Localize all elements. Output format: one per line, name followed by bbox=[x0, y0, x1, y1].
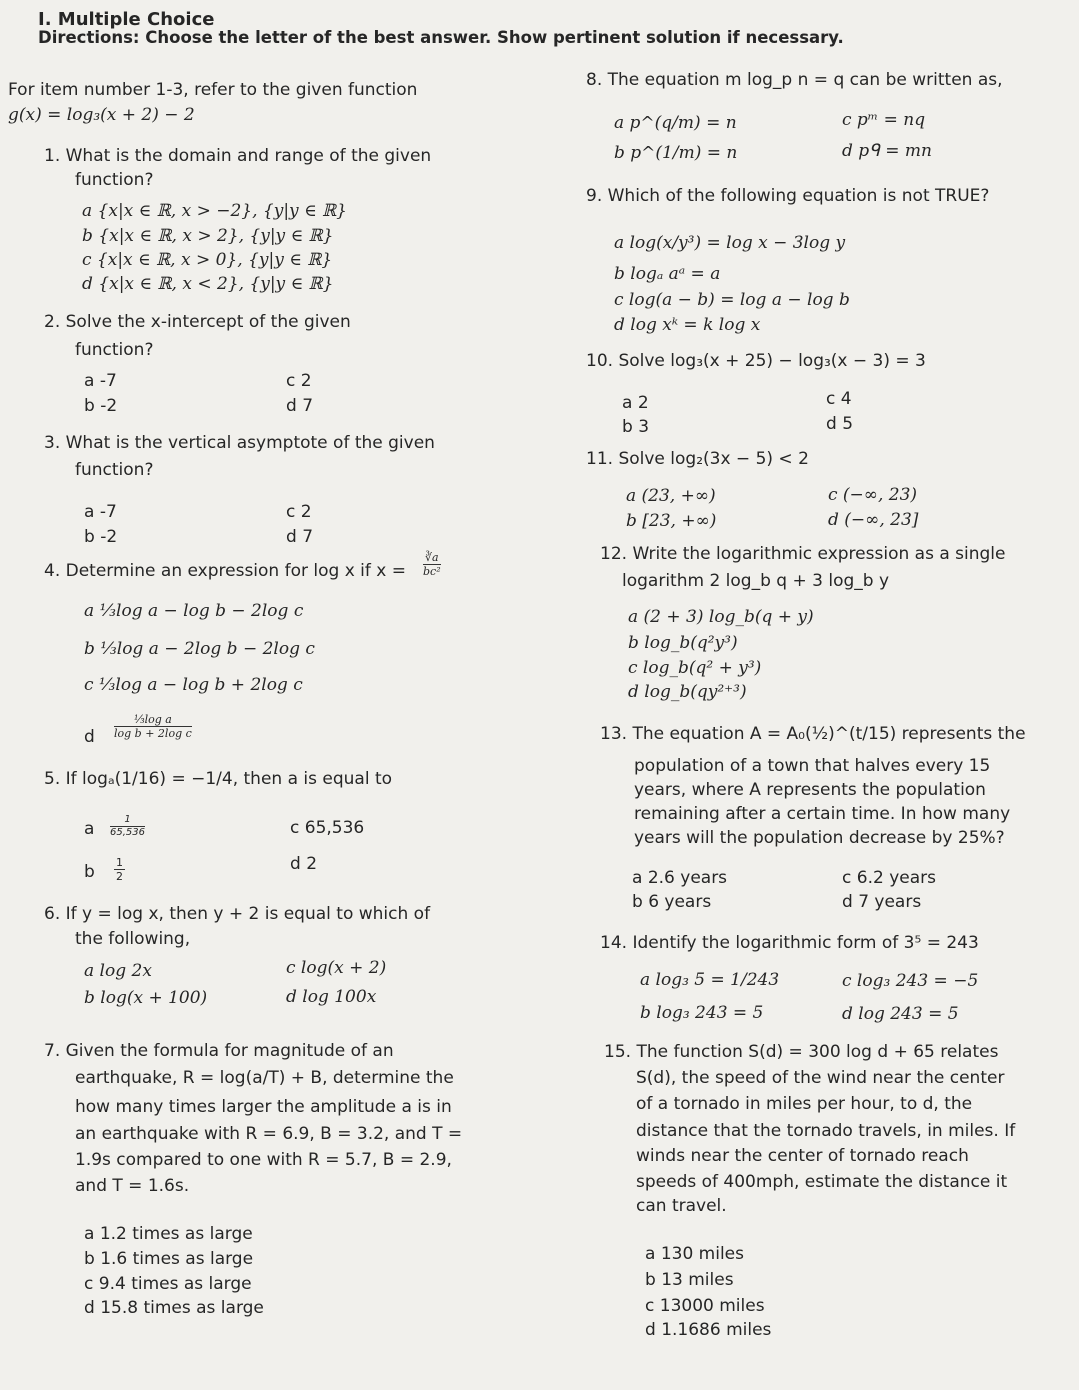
q4-fraction-num: ∛a bbox=[423, 552, 441, 565]
q7-stem-line3: how many times larger the amplitude a is in bbox=[75, 1097, 452, 1117]
q5-option-d[interactable]: d 2 bbox=[290, 854, 318, 874]
q4-stem: 4. Determine an expression for log x if x = bbox=[44, 561, 406, 581]
q12-option-b[interactable]: b log_b(q²y³) bbox=[628, 633, 738, 653]
q13-stem-line4: remaining after a certain time. In how many bbox=[634, 804, 1011, 824]
q15-stem-line6: speeds of 400mph, estimate the distance it bbox=[636, 1172, 1008, 1192]
q5-option-a-num: 1 bbox=[110, 815, 145, 827]
q15-option-a[interactable]: a 130 miles bbox=[645, 1244, 744, 1264]
q2-stem-cont: function? bbox=[75, 340, 154, 360]
intro-text: For item number 1-3, refer to the given function bbox=[8, 80, 418, 100]
q1-stem-cont: function? bbox=[75, 170, 154, 190]
q12-option-d[interactable]: d log_b(qy²⁺³) bbox=[628, 682, 747, 702]
q13-option-b[interactable]: b 6 years bbox=[632, 892, 712, 912]
q12-option-c[interactable]: c log_b(q² + y³) bbox=[628, 658, 762, 678]
q7-stem-line1: 7. Given the formula for magnitude of an bbox=[44, 1041, 394, 1061]
q15-option-d[interactable]: d 1.1686 miles bbox=[645, 1320, 772, 1340]
q5-option-a-den: 65,536 bbox=[110, 827, 145, 838]
section-title: I. Multiple Choice bbox=[38, 9, 215, 30]
q13-option-a[interactable]: a 2.6 years bbox=[632, 868, 728, 888]
q5-option-b-fraction[interactable] bbox=[114, 857, 125, 882]
q5-option-b-num: 1 bbox=[116, 856, 123, 869]
q13-option-d[interactable]: d 7 years bbox=[842, 892, 922, 912]
q8-option-d[interactable]: d pᑫ = mn bbox=[842, 141, 932, 161]
q2-option-c[interactable]: c 2 bbox=[286, 371, 312, 391]
q6-stem: 6. If y = log x, then y + 2 is equal to which of bbox=[44, 904, 431, 924]
q8-option-b[interactable]: b p^(1/m) = n bbox=[614, 143, 738, 163]
q6-option-d[interactable]: d log 100x bbox=[286, 987, 377, 1007]
q15-stem-line2: S(d), the speed of the wind near the center bbox=[636, 1068, 1005, 1088]
q6-option-a[interactable]: a log 2x bbox=[84, 961, 152, 981]
q5-option-b-label[interactable]: b bbox=[84, 862, 95, 882]
q7-stem-line4: an earthquake with R = 6.9, B = 3.2, and T = bbox=[75, 1124, 463, 1144]
q11-option-c[interactable]: c (−∞, 23) bbox=[828, 485, 918, 505]
q1-option-b[interactable]: b {x|x ∈ ℝ, x > 2}, {y|y ∈ ℝ} bbox=[82, 226, 334, 246]
q1-option-a[interactable]: a {x|x ∈ ℝ, x > −2}, {y|y ∈ ℝ} bbox=[82, 201, 347, 221]
q9-option-c[interactable]: c log(a − b) = log a − log b bbox=[614, 290, 850, 310]
q10-option-a[interactable]: a 2 bbox=[622, 393, 649, 413]
q14-option-b[interactable]: b log₃ 243 = 5 bbox=[640, 1003, 764, 1023]
q15-stem-line5: winds near the center of tornado reach bbox=[636, 1146, 969, 1166]
q5-option-b-den: 2 bbox=[116, 870, 123, 883]
q9-option-a[interactable]: a log(x/y³) = log x − 3log y bbox=[614, 233, 846, 253]
q8-option-a[interactable]: a p^(q/m) = n bbox=[614, 113, 737, 133]
q2-option-a[interactable]: a -7 bbox=[84, 371, 117, 391]
q4-option-d-label[interactable]: d bbox=[84, 727, 95, 747]
q1-stem: 1. What is the domain and range of the given bbox=[44, 146, 432, 166]
q15-stem-line7: can travel. bbox=[636, 1196, 727, 1216]
q6-option-c[interactable]: c log(x + 2) bbox=[286, 958, 387, 978]
q11-option-a[interactable]: a (23, +∞) bbox=[626, 486, 716, 506]
q12-stem: 12. Write the logarithmic expression as a single bbox=[600, 544, 1006, 564]
q7-stem-line2: earthquake, R = log(a/T) + B, determine the bbox=[75, 1068, 454, 1088]
q14-option-c[interactable]: c log₃ 243 = −5 bbox=[842, 971, 979, 991]
q4-fraction bbox=[423, 552, 441, 577]
q4-option-d-fraction[interactable] bbox=[114, 714, 192, 739]
q10-stem: 10. Solve log₃(x + 25) − log₃(x − 3) = 3 bbox=[586, 351, 926, 371]
q10-option-b[interactable]: b 3 bbox=[622, 417, 650, 437]
q4-option-c[interactable]: c ⅓log a − log b + 2log c bbox=[84, 675, 303, 695]
q9-option-b[interactable]: b logₐ aᵃ = a bbox=[614, 264, 721, 284]
q10-option-d[interactable]: d 5 bbox=[826, 414, 854, 434]
q12-option-a[interactable]: a (2 + 3) log_b(q + y) bbox=[628, 607, 814, 627]
q13-stem-line2: population of a town that halves every 15 bbox=[634, 756, 991, 776]
q9-option-d[interactable]: d log xᵏ = k log x bbox=[614, 315, 761, 335]
q7-option-d[interactable]: d 15.8 times as large bbox=[84, 1298, 264, 1318]
q7-stem-line5: 1.9s compared to one with R = 5.7, B = 2.9, bbox=[75, 1150, 452, 1170]
q11-stem: 11. Solve log₂(3x − 5) < 2 bbox=[586, 449, 809, 469]
q10-option-c[interactable]: c 4 bbox=[826, 389, 852, 409]
q2-option-b[interactable]: b -2 bbox=[84, 396, 118, 416]
q4-option-b[interactable]: b ⅓log a − 2log b − 2log c bbox=[84, 639, 315, 659]
q2-stem: 2. Solve the x-intercept of the given bbox=[44, 312, 351, 332]
q1-option-c[interactable]: c {x|x ∈ ℝ, x > 0}, {y|y ∈ ℝ} bbox=[82, 250, 333, 270]
q3-option-d[interactable]: d 7 bbox=[286, 527, 314, 547]
q15-option-c[interactable]: c 13000 miles bbox=[645, 1296, 765, 1316]
q8-option-c[interactable]: c pᵐ = nq bbox=[842, 110, 926, 130]
q11-option-d[interactable]: d (−∞, 23] bbox=[828, 510, 919, 530]
q9-stem: 9. Which of the following equation is not TRUE? bbox=[586, 186, 990, 206]
q15-option-b[interactable]: b 13 miles bbox=[645, 1270, 734, 1290]
q5-stem: 5. If logₐ(1/16) = −1/4, then a is equal to bbox=[44, 769, 393, 789]
q14-option-d[interactable]: d log 243 = 5 bbox=[842, 1004, 959, 1024]
q4-option-d-num: ⅓log a bbox=[114, 714, 192, 727]
q5-option-a-fraction[interactable] bbox=[110, 815, 145, 838]
q13-stem-line3: years, where A represents the population bbox=[634, 780, 986, 800]
directions: Directions: Choose the letter of the best answer. Show pertinent solution if necessary. bbox=[38, 28, 844, 47]
q14-stem: 14. Identify the logarithmic form of 3⁵ = 243 bbox=[600, 933, 979, 953]
q2-option-d[interactable]: d 7 bbox=[286, 396, 314, 416]
q12-stem-cont: logarithm 2 log_b q + 3 log_b y bbox=[622, 571, 890, 591]
q5-option-a-label[interactable]: a bbox=[84, 819, 95, 839]
q11-option-b[interactable]: b [23, +∞) bbox=[626, 511, 717, 531]
q8-stem: 8. The equation m log_p n = q can be written as, bbox=[586, 70, 1003, 90]
q15-stem-line3: of a tornado in miles per hour, to d, the bbox=[636, 1094, 973, 1114]
q4-option-a[interactable]: a ⅓log a − log b − 2log c bbox=[84, 601, 304, 621]
q3-option-c[interactable]: c 2 bbox=[286, 502, 312, 522]
q13-option-c[interactable]: c 6.2 years bbox=[842, 868, 936, 888]
q4-fraction-den: bc² bbox=[423, 565, 441, 578]
q14-option-a[interactable]: a log₃ 5 = 1/243 bbox=[640, 970, 780, 990]
q7-option-a[interactable]: a 1.2 times as large bbox=[84, 1224, 253, 1244]
q15-stem-line4: distance that the tornado travels, in miles. If bbox=[636, 1121, 1016, 1141]
q3-option-b[interactable]: b -2 bbox=[84, 527, 118, 547]
q15-stem-line1: 15. The function S(d) = 300 log d + 65 relates bbox=[604, 1042, 999, 1062]
q6-stem-cont: the following, bbox=[75, 929, 191, 949]
q13-stem-line1: 13. The equation A = A₀(½)^(t/15) represents the bbox=[600, 724, 1026, 744]
q3-option-a[interactable]: a -7 bbox=[84, 502, 117, 522]
q3-stem-cont: function? bbox=[75, 460, 154, 480]
q13-stem-line5: years will the population decrease by 25%? bbox=[634, 828, 1005, 848]
q7-option-b[interactable]: b 1.6 times as large bbox=[84, 1249, 254, 1269]
q1-option-d[interactable]: d {x|x ∈ ℝ, x < 2}, {y|y ∈ ℝ} bbox=[82, 274, 334, 294]
q3-stem: 3. What is the vertical asymptote of the given bbox=[44, 433, 435, 453]
q7-option-c[interactable]: c 9.4 times as large bbox=[84, 1274, 252, 1294]
q7-stem-line6: and T = 1.6s. bbox=[75, 1176, 190, 1196]
intro-function: g(x) = log₃(x + 2) − 2 bbox=[8, 105, 195, 125]
q6-option-b[interactable]: b log(x + 100) bbox=[84, 988, 208, 1008]
q5-option-c[interactable]: c 65,536 bbox=[290, 818, 365, 838]
q4-option-d-den: log b + 2log c bbox=[114, 727, 192, 740]
